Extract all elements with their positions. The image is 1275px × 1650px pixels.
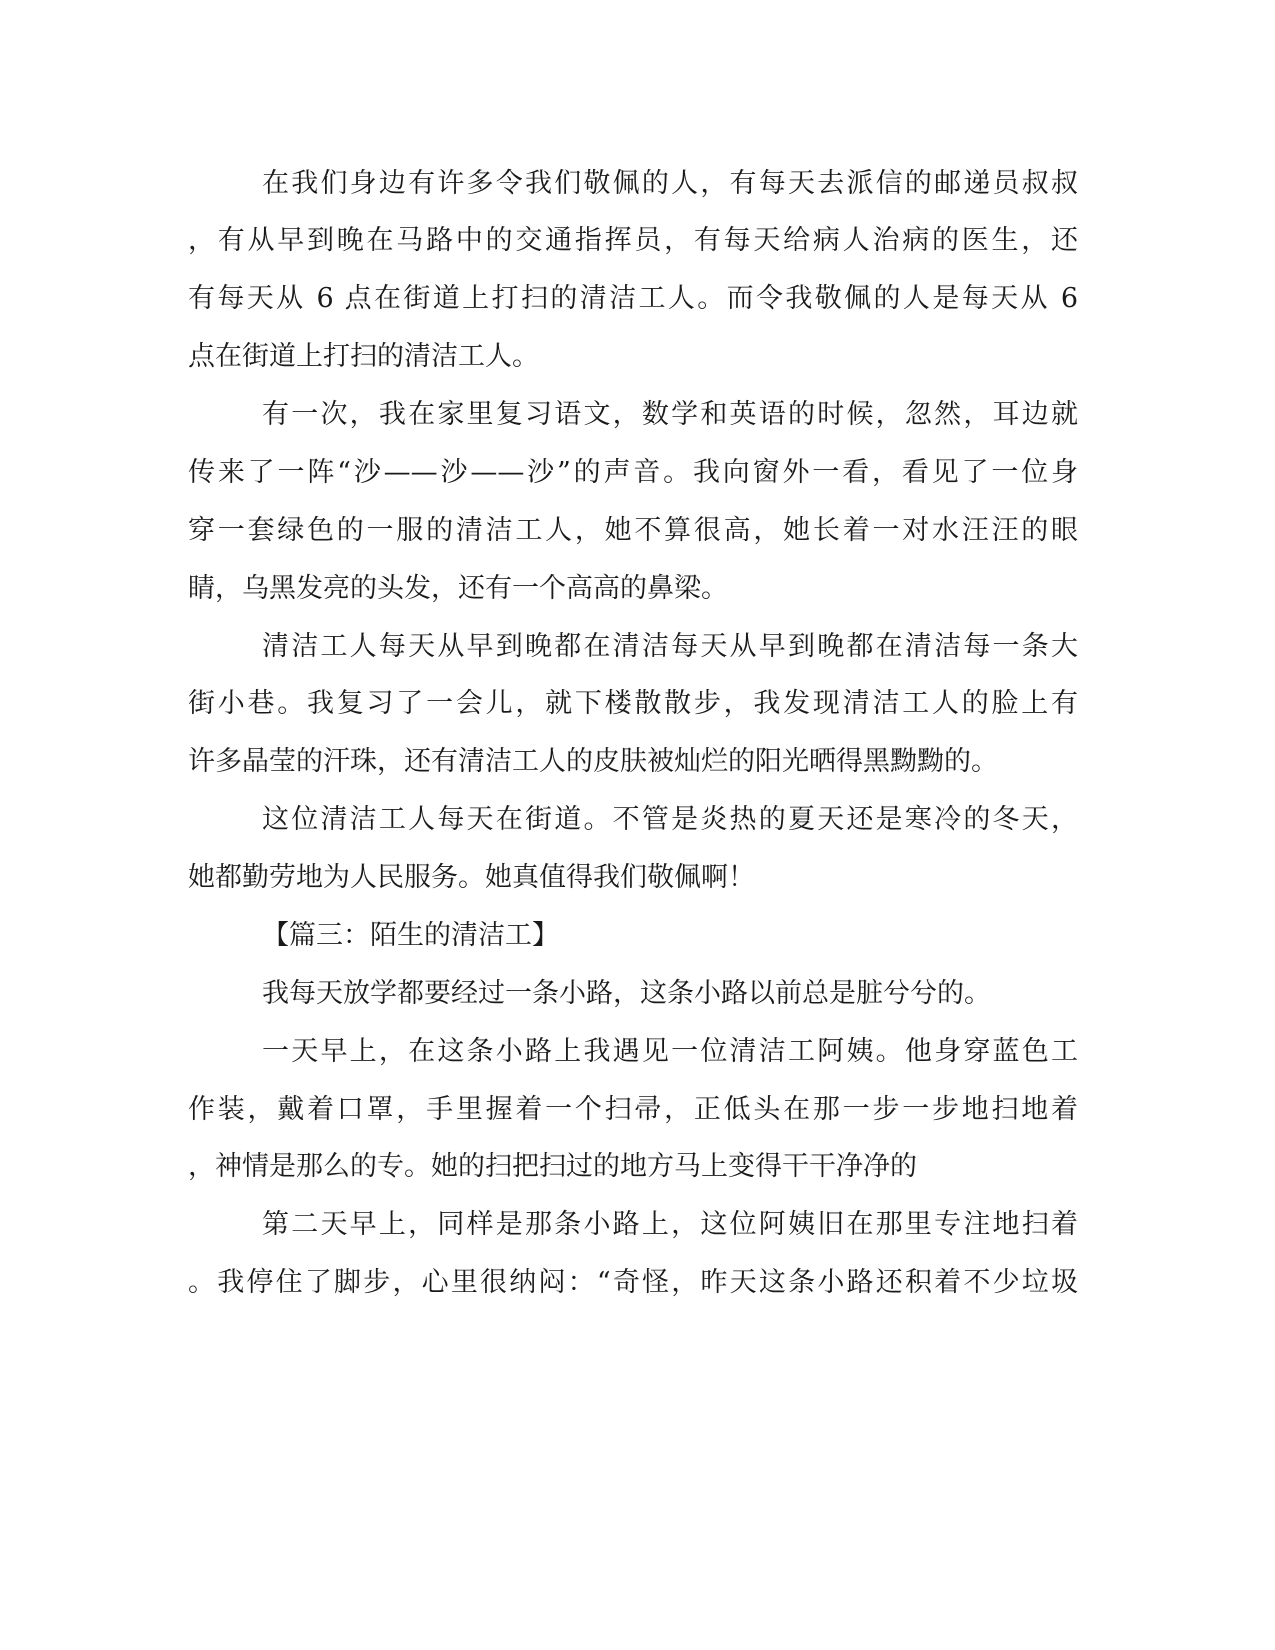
text-line: 传来了一阵“沙——沙——沙”的声音。我向窗外一看，看见了一位身 <box>188 457 1078 488</box>
text-line: 有一次，我在家里复习语文，数学和英语的时候，忽然，耳边就 <box>262 399 1078 430</box>
text-line: 睛，乌黑发亮的头发，还有一个高高的鼻梁。 <box>188 573 728 604</box>
text-line: ，神情是那么的专。她的扫把扫过的地方马上变得干干净净的 <box>188 1151 917 1182</box>
text-line: 点在街道上打扫的清洁工人。 <box>188 341 539 372</box>
text-line: 在我们身边有许多令我们敬佩的人，有每天去派信的邮递员叔叔 <box>262 168 1078 199</box>
section-heading: 【篇三：陌生的清洁工】 <box>262 920 559 951</box>
text-line: 这位清洁工人每天在街道。不管是炎热的夏天还是寒冷的冬天， <box>262 804 1078 835</box>
text-line: 她都勤劳地为人民服务。她真值得我们敬佩啊！ <box>188 862 755 893</box>
text-line: 一天早上，在这条小路上我遇见一位清洁工阿姨。他身穿蓝色工 <box>262 1036 1078 1067</box>
text-line: 街小巷。我复习了一会儿，就下楼散散步，我发现清洁工人的脸上有 <box>188 688 1078 719</box>
text-line: 第二天早上，同样是那条小路上，这位阿姨旧在那里专注地扫着 <box>262 1209 1078 1240</box>
text-line: 作装，戴着口罩，手里握着一个扫帚，正低头在那一步一步地扫地着 <box>188 1094 1078 1125</box>
text-line: 许多晶莹的汗珠，还有清洁工人的皮肤被灿烂的阳光晒得黑黝黝的。 <box>188 746 998 777</box>
text-line: 。我停住了脚步，心里很纳闷：“奇怪，昨天这条小路还积着不少垃圾 <box>188 1267 1078 1298</box>
text-line: 穿一套绿色的一服的清洁工人，她不算很高，她长着一对水汪汪的眼 <box>188 515 1078 546</box>
text-line: ，有从早到晚在马路中的交通指挥员，有每天给病人治病的医生，还 <box>188 225 1078 256</box>
text-line: 有每天从 6 点在街道上打扫的清洁工人。而令我敬佩的人是每天从 6 <box>188 283 1078 314</box>
text-line: 清洁工人每天从早到晚都在清洁每天从早到晚都在清洁每一条大 <box>262 631 1078 662</box>
text-line: 我每天放学都要经过一条小路，这条小路以前总是脏兮兮的。 <box>262 978 991 1009</box>
